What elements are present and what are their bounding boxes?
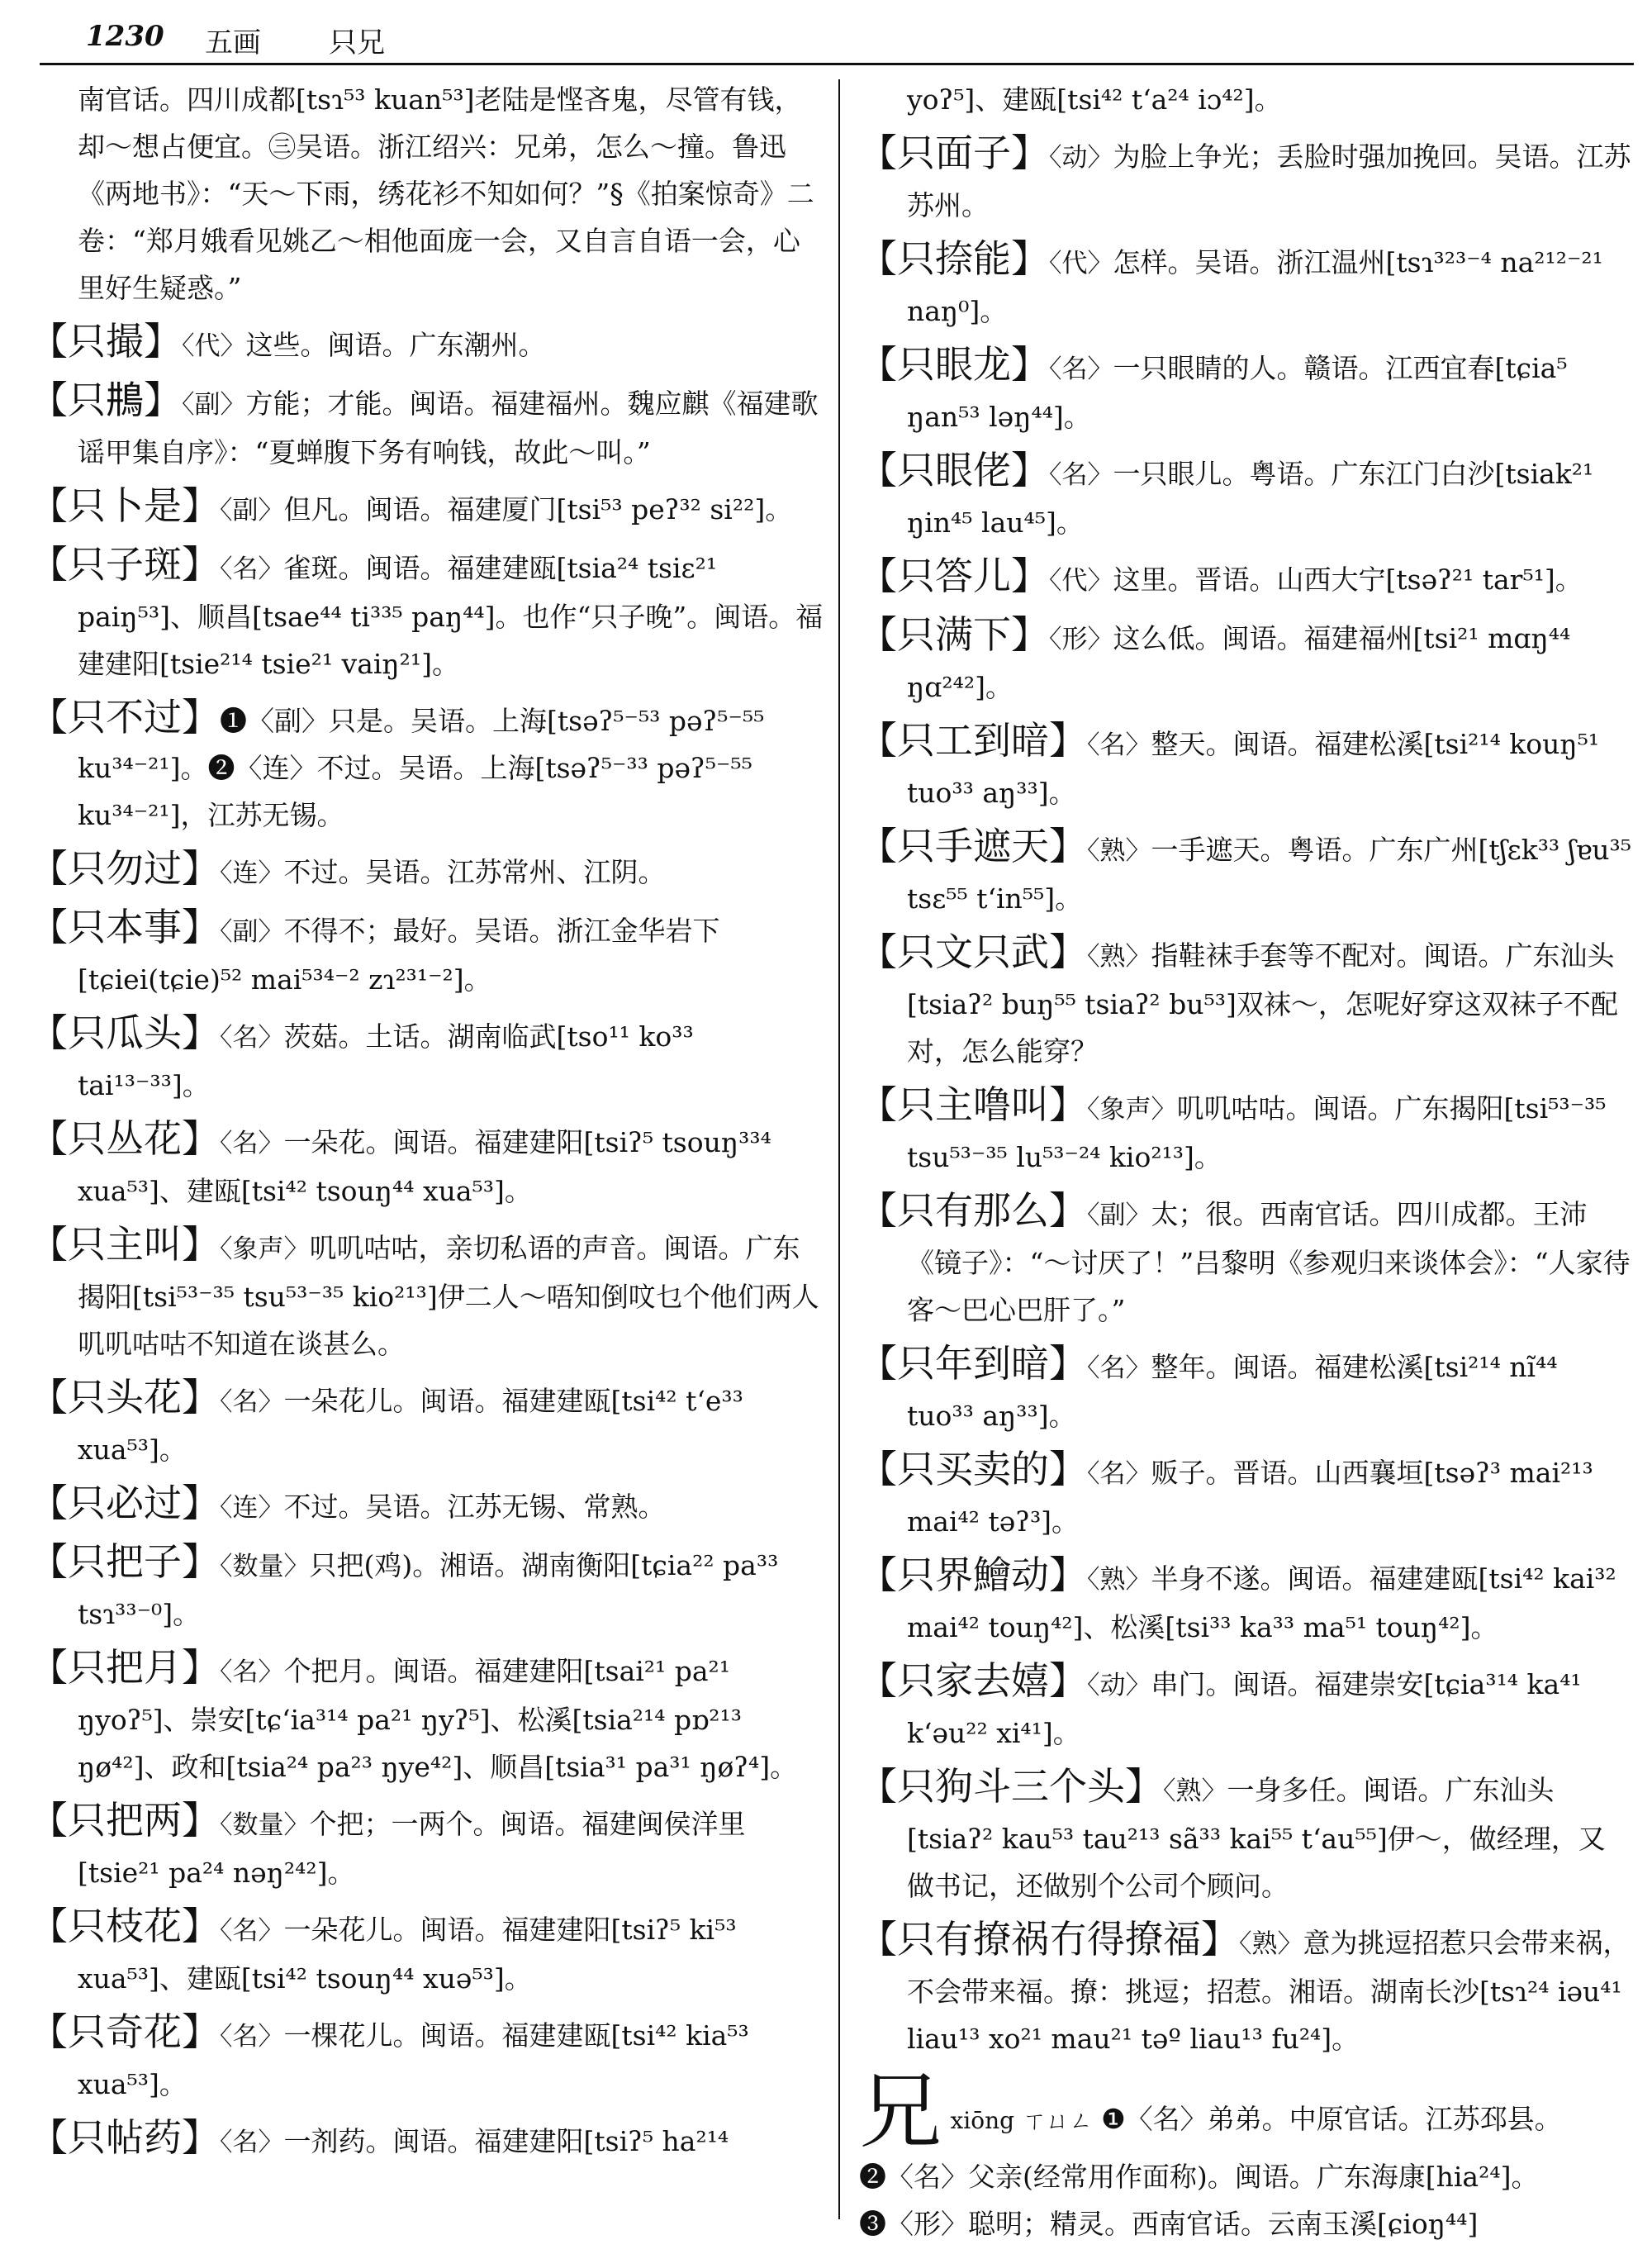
headword: 【只买卖的】 <box>859 1447 1087 1491</box>
part-of-speech: 〈连〉 <box>220 1493 284 1523</box>
definition: 这些。闽语。广东潮州。 <box>245 329 546 361</box>
xiong-sense-1: ❶〈名〉弟弟。中原官话。江苏邳县。 <box>1101 2103 1562 2135</box>
left-entry <box>30 541 824 687</box>
part-of-speech: 〈名〉 <box>1087 1459 1151 1489</box>
definition: 怎样。吴语。浙江温州[tsɿ³²³⁻⁴ na²¹²⁻²¹ naŋ⁰]。 <box>907 246 1603 327</box>
headword: 【只界鱠动】 <box>859 1553 1087 1597</box>
headword: 【只年到暗】 <box>859 1341 1087 1386</box>
left-entry <box>30 2009 824 2108</box>
definition: 为脸上争光；丢脸时强加挽回。吴语。江苏苏州。 <box>907 140 1631 221</box>
definition: 方能；才能。闽语。福建福州。魏应麒《福建歌谣甲集自序》：“夏蝉腹下务有响钱，故此～叫。” <box>78 388 819 468</box>
headword: 【只把子】 <box>30 1539 220 1584</box>
part-of-speech: 〈名〉 <box>1087 1353 1151 1383</box>
headword: 【只文只武】 <box>859 930 1087 974</box>
xiong-bopomofo: ㄒㄩㄥ <box>1023 2107 1093 2134</box>
part-of-speech: 〈象声〉 <box>220 1234 310 1264</box>
part-of-speech: 〈熟〉 <box>1087 1565 1151 1595</box>
left-entry <box>30 1480 824 1532</box>
right-entry <box>859 1552 1631 1651</box>
part-of-speech: 〈名〉 <box>220 1916 284 1946</box>
part-of-speech: 〈熟〉 <box>1087 836 1151 866</box>
right-entry <box>859 1340 1631 1439</box>
part-of-speech: 〈代〉 <box>1049 249 1113 278</box>
headword: 【只有撩祸冇得撩福】 <box>859 1917 1239 1962</box>
right-entry <box>859 1916 1631 2062</box>
left-entry <box>30 318 824 370</box>
part-of-speech: 〈名〉 <box>220 554 284 584</box>
definition: 只把(鸡)。湘语。湖南衡阳[tɕia²² pa³³ tsɿ³³⁻⁰]。 <box>78 1549 779 1630</box>
left-column <box>30 76 824 2173</box>
definition: 但凡。闽语。福建厦门[tsi⁵³ peʔ³² si²²]。 <box>283 493 793 525</box>
definition: 茨菇。土话。湖南临武[tso¹¹ ko³³ tai¹³⁻³³]。 <box>78 1020 694 1101</box>
right-entry <box>859 717 1631 816</box>
headword: 【只面子】 <box>859 131 1049 175</box>
part-of-speech: 〈副〉 <box>220 496 284 525</box>
definition: 串门。闽语。福建崇安[tɕia³¹⁴ ka⁴¹ kʻəu²² xi⁴¹]。 <box>907 1668 1582 1749</box>
left-entry <box>30 845 824 897</box>
definition: 一朵花儿。闽语。福建建瓯[tsi⁴² tʻe³³ xua⁵³]。 <box>78 1385 743 1466</box>
definition: 不过。吴语。江苏无锡、常熟。 <box>283 1491 666 1523</box>
headword: 【只头花】 <box>30 1375 220 1419</box>
definition: 这里。晋语。山西大宁[tsəʔ²¹ tar⁵¹]。 <box>1113 564 1583 596</box>
left-entry <box>30 1010 824 1109</box>
stroke-count: 五画 <box>205 26 261 59</box>
headword: 【只主叫】 <box>30 1222 220 1267</box>
definition: 一手遮天。粤语。广东广州[tʃɛk³³ ʃɐu³⁵ tsɛ⁵⁵ tʻin⁵⁵]。 <box>907 834 1631 915</box>
right-entry <box>859 341 1631 440</box>
definition: 一只眼儿。粤语。广东江门白沙[tsiak²¹ ŋin⁴⁵ lau⁴⁵]。 <box>907 458 1594 539</box>
part-of-speech: 〈副〉 <box>220 917 284 947</box>
part-of-speech: 〈名〉 <box>220 2128 284 2157</box>
headword: 【只手遮天】 <box>859 824 1087 868</box>
definition: 不过。吴语。江苏常州、江阴。 <box>283 856 666 888</box>
page-header <box>40 12 1634 64</box>
part-of-speech: 〈动〉 <box>1087 1671 1151 1700</box>
part-of-speech: 〈名〉 <box>220 1657 284 1687</box>
definition: 一身多任。闽语。广东汕头[tsiaʔ² kau⁵³ tau²¹³ sã³³ kai⁵⁵ tʻau⁵⁵]伊～，做经理，又做书记，还做别个公司个顾问。 <box>907 1774 1606 1902</box>
left-entry <box>30 1797 824 1896</box>
part-of-speech: 〈熟〉 <box>1239 1929 1303 1959</box>
part-of-speech: 〈数量〉 <box>220 1552 310 1581</box>
part-of-speech: 〈形〉 <box>1049 625 1113 654</box>
definition: 贩子。晋语。山西襄垣[tsəʔ³ mai²¹³ mai⁴² təʔ³]。 <box>907 1457 1593 1538</box>
right-entry <box>859 447 1631 546</box>
headword: 【只必过】 <box>30 1481 220 1525</box>
left-entry <box>30 2114 824 2166</box>
left-entry <box>30 904 824 1003</box>
left-entry <box>30 1115 824 1215</box>
definition: yoʔ⁵]、建瓯[tsi⁴² tʻa²⁴ iɔ⁴²]。 <box>907 83 1282 116</box>
left-entry <box>30 1903 824 2002</box>
headword: 【只主噜叫】 <box>859 1082 1087 1127</box>
left-entry <box>30 76 824 311</box>
headword: 【只丛花】 <box>30 1116 220 1161</box>
left-entry <box>30 1644 824 1790</box>
definition: 太；很。西南官话。四川成都。王沛《镜子》：“～讨厌了！”吕黎明《参观归来谈体会》：“人家待客～巴心巴肝了。” <box>907 1198 1631 1326</box>
definition: 一棵花儿。闽语。福建建瓯[tsi⁴² kia⁵³ xua⁵³]。 <box>78 2019 749 2100</box>
definition: 一剂药。闽语。福建建阳[tsiʔ⁵ ha²¹⁴ <box>283 2125 729 2157</box>
column-divider <box>838 79 840 2219</box>
headword: 【只勿过】 <box>30 846 220 891</box>
headword: 【只卜是】 <box>30 483 220 528</box>
headword: 【只答儿】 <box>859 554 1049 598</box>
xiong-sense-3: ❸〈形〉聪明；精灵。西南官话。云南玉溪[ɕioŋ⁴⁴] <box>859 2208 1479 2240</box>
right-entry <box>859 130 1631 229</box>
part-of-speech: 〈副〉 <box>182 390 246 420</box>
headword: 【只狗斗三个头】 <box>859 1764 1163 1809</box>
part-of-speech: 〈连〉 <box>220 858 284 888</box>
headword: 【只撮】 <box>30 319 182 364</box>
definition: 南官话。四川成都[tsɿ⁵³ kuan⁵³]老陆是悭吝鬼，尽管有钱，却～想占便宜。㊂吴语。浙江绍兴：兄弟，怎么～撞。鲁迅《两地书》：“天～下雨，绣花衫不知如何？”§《拍案惊奇》二卷：“郑月娥看见姚乙～相他面庞一会，又自言自语一会，心里好生疑惑。” <box>78 83 814 304</box>
right-entry <box>859 823 1631 922</box>
right-entry <box>859 611 1631 711</box>
right-entry <box>859 235 1631 335</box>
xiong-sense-2: ❷〈名〉父亲(经常用作面称)。闽语。广东海康[hia²⁴]。 <box>859 2161 1539 2193</box>
headword: 【只奇花】 <box>30 2009 220 2054</box>
headword: 【只枝花】 <box>30 1904 220 1948</box>
definition: 整天。闽语。福建松溪[tsi²¹⁴ kouŋ⁵¹ tuo³³ aŋ³³]。 <box>907 728 1600 809</box>
part-of-speech: 〈名〉 <box>1049 460 1113 490</box>
left-entry <box>30 1374 824 1473</box>
definition: 叽叽咕咕。闽语。广东揭阳[tsi⁵³⁻³⁵ tsu⁵³⁻³⁵ lu⁵³⁻²⁴ kio²¹³]。 <box>907 1092 1607 1173</box>
definition: 叽叽咕咕，亲切私语的声音。闽语。广东揭阳[tsi⁵³⁻³⁵ tsu⁵³⁻³⁵ kio²¹³]伊二人～唔知倒呅乜个他们两人叽叽咕咕不知道在谈甚么。 <box>78 1232 819 1360</box>
part-of-speech: 〈名〉 <box>1087 730 1151 760</box>
right-entries <box>859 76 1631 2062</box>
headword: 【只眼佬】 <box>859 448 1049 492</box>
headword: 【只眼龙】 <box>859 342 1049 387</box>
left-entry <box>30 1221 824 1367</box>
headword: 【只把月】 <box>30 1645 220 1690</box>
part-of-speech: 〈象声〉 <box>1087 1095 1177 1125</box>
headword: 【只不过】 <box>30 695 220 739</box>
headword: 【只把两】 <box>30 1798 220 1843</box>
part-of-speech: 〈名〉 <box>220 1129 284 1158</box>
definition: 一朵花儿。闽语。福建建阳[tsiʔ⁵ ki⁵³ xua⁵³]、建瓯[tsi⁴² tsouŋ⁴⁴ xuə⁵³]。 <box>78 1914 737 1995</box>
part-of-speech: 〈代〉 <box>182 331 246 361</box>
definition: 这么低。闽语。福建福州[tsi²¹ mɑŋ⁴⁴ ŋɑ²⁴²]。 <box>907 622 1571 703</box>
right-column <box>859 76 1631 2254</box>
headword: 【只有那么】 <box>859 1188 1087 1233</box>
header-rule <box>40 63 1634 65</box>
headword: 【只满下】 <box>859 612 1049 657</box>
right-entry <box>859 1446 1631 1545</box>
right-entry <box>859 553 1631 605</box>
right-entry <box>859 1082 1631 1181</box>
definition: 个把月。闽语。福建建阳[tsai²¹ pa²¹ ŋyoʔ⁵]、崇安[tɕʻia³¹⁴ pa²¹ ŋyʔ⁵]、松溪[tsia²¹⁴ pɒ²¹³ ŋø⁴²]、政和[tsia²⁴ pa²³ ŋye⁴²]、顺昌[tsia³¹ pa³¹ ŋøʔ⁴]。 <box>78 1655 798 1783</box>
right-entry <box>859 1187 1631 1334</box>
left-entry <box>30 483 824 535</box>
headword: 【只本事】 <box>30 905 220 949</box>
headword: 【只帖药】 <box>30 2115 220 2160</box>
part-of-speech: 〈数量〉 <box>220 1810 310 1840</box>
part-of-speech: 〈熟〉 <box>1087 942 1151 972</box>
head-chars: 只兄 <box>329 26 385 59</box>
headword: 【只子斑】 <box>30 542 220 587</box>
left-entry <box>30 1538 824 1638</box>
part-of-speech: 〈动〉 <box>1049 143 1113 173</box>
definition: 整年。闽语。福建松溪[tsi²¹⁴ nĩ⁴⁴ tuo³³ aŋ³³]。 <box>907 1351 1558 1432</box>
right-entry <box>859 1763 1631 1909</box>
definition: 雀斑。闽语。福建建瓯[tsia²⁴ tsiɛ²¹ paiŋ⁵³]、顺昌[tsae⁴⁴ ti³³⁵ paŋ⁴⁴]。也作“只子晚”。闽语。福建建阳[tsie²¹⁴ tsie²¹ vaiŋ²¹]。 <box>78 552 824 680</box>
part-of-speech: 〈名〉 <box>1049 354 1113 384</box>
definition: ❶〈副〉只是。吴语。上海[tsəʔ⁵⁻⁵³ pəʔ⁵⁻⁵⁵ ku³⁴⁻²¹]。❷〈连〉不过。吴语。上海[tsəʔ⁵⁻³³ pəʔ⁵⁻⁵⁵ ku³⁴⁻²¹]，江苏无锡。 <box>78 705 765 831</box>
definition: 指鞋袜手套等不配对。闽语。广东汕头[tsiaʔ² buŋ⁵⁵ tsiaʔ² bu⁵³]双袜～，怎呢好穿这双袜子不配对，怎么能穿？ <box>907 939 1618 1068</box>
definition: 一朵花。闽语。福建建阳[tsiʔ⁵ tsouŋ³³⁴ xua⁵³]、建瓯[tsi⁴² tsouŋ⁴⁴ xua⁵³]。 <box>78 1126 771 1207</box>
headword: 【只家去嬉】 <box>859 1658 1087 1703</box>
part-of-speech: 〈名〉 <box>220 1387 284 1417</box>
headword: 【只瓜头】 <box>30 1010 220 1055</box>
part-of-speech: 〈熟〉 <box>1163 1776 1227 1806</box>
left-entry <box>30 377 824 476</box>
xiong-headchar: 兄 <box>859 2063 942 2160</box>
definition: 一只眼睛的人。赣语。江西宜春[tɕia⁵ ŋan⁵³ ləŋ⁴⁴]。 <box>907 352 1568 433</box>
right-entry <box>859 76 1631 123</box>
right-entry <box>859 929 1631 1075</box>
definition: 个把；一两个。闽语。福建闽侯洋里[tsie²¹ pa²⁴ nəŋ²⁴²]。 <box>78 1808 746 1889</box>
headword: 【只捺能】 <box>859 236 1049 281</box>
part-of-speech: 〈名〉 <box>220 2022 284 2052</box>
headword: 【只𩾺】 <box>30 378 182 422</box>
left-entry <box>30 694 824 839</box>
entry-xiong <box>859 2063 1631 2247</box>
part-of-speech: 〈名〉 <box>220 1023 284 1053</box>
headword: 【只工到暗】 <box>859 718 1087 763</box>
definition: 不得不；最好。吴语。浙江金华岩下[tɕiei(tɕie)⁵² mai⁵³⁴⁻² zɿ²³¹⁻²]。 <box>78 915 720 996</box>
part-of-speech: 〈副〉 <box>1087 1201 1151 1230</box>
definition: 半身不遂。闽语。福建建瓯[tsi⁴² kai³² mai⁴² touŋ⁴²]、松溪[tsi³³ ka³³ ma⁵¹ touŋ⁴²]。 <box>907 1562 1616 1643</box>
page-number: 1230 <box>86 20 164 53</box>
xiong-pinyin: xiōng <box>950 2107 1015 2134</box>
right-entry <box>859 1657 1631 1757</box>
part-of-speech: 〈代〉 <box>1049 566 1113 596</box>
definition: 意为挑逗招惹只会带来祸，不会带来福。撩：挑逗；招惹。湘语。湖南长沙[tsɿ²⁴ iəu⁴¹ liau¹³ xo²¹ mau²¹ təº liau¹³ fu²⁴]。 <box>907 1927 1631 2055</box>
